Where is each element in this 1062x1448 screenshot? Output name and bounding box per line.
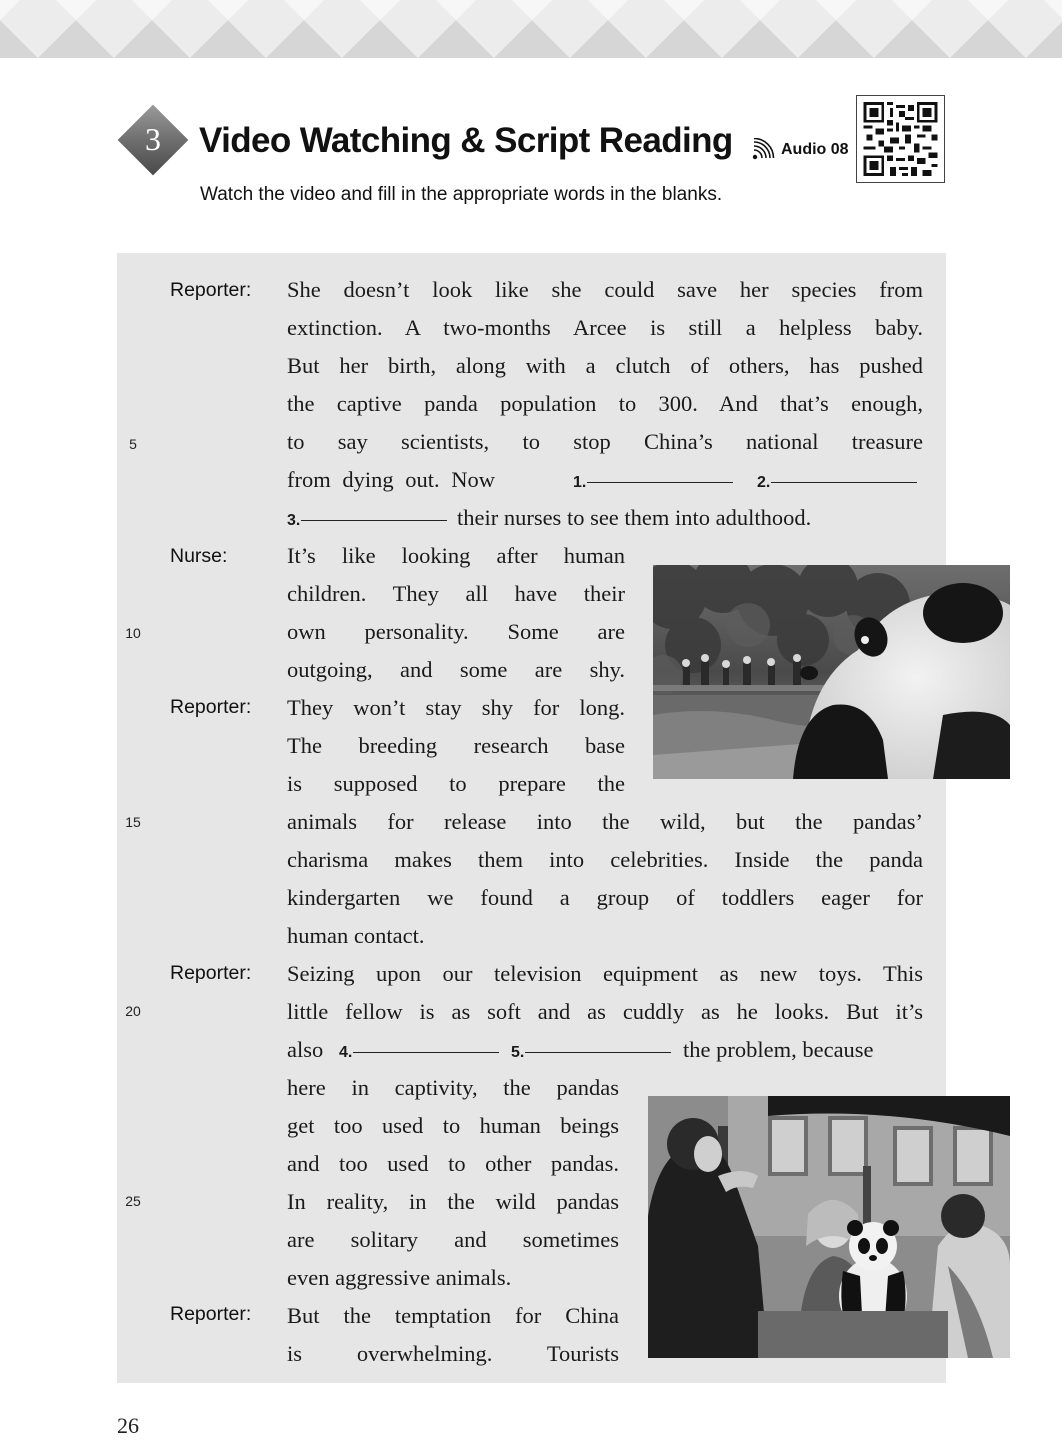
script-line: animals for release into the wild, but the pandas’ [287,809,923,834]
answer-blank-3[interactable]: 3. [287,499,447,540]
panda-closeup-photo [653,565,1010,779]
decorative-header-band [0,0,1062,58]
speaker-label: Reporter: [170,696,252,718]
tourist-panda-photo [648,1096,1010,1358]
script-line: But her birth, along with a clutch of others, has pushed [287,353,923,378]
script-line: the captive panda population to 300. And that’s enough, [287,391,923,416]
script-line: are solitary and sometimes [287,1227,619,1252]
line-number: 5 [129,436,137,452]
script-line: She doesn’t look like she could save her species from [287,277,923,302]
script-line: The breeding research base [287,733,625,758]
script-line: even aggressive animals. [287,1265,512,1290]
script-line: kindergarten we found a group of toddlers eager for [287,885,923,910]
speaker-label: Reporter: [170,1303,252,1325]
script-line: human contact. [287,923,425,948]
exercise-instruction: Watch the video and fill in the appropriate words in the blanks. [200,184,723,205]
script-line: They won’t stay shy for long. [287,695,625,720]
script-line: Seizing upon our television equipment as new toys. This [287,961,923,986]
script-line: charisma makes them into celebrities. Inside the panda [287,847,923,872]
script-line: But the temptation for China [287,1303,619,1328]
script-line: and too used to other pandas. [287,1151,619,1176]
qr-code-icon [863,102,938,176]
script-line: 3. their nurses to see them into adulthood. [287,499,923,537]
section-title: Video Watching & Script Reading [199,121,733,160]
script-line: get too used to human beings [287,1113,619,1138]
script-line: little fellow is as soft and as cuddly as he looks. But it’s [287,999,923,1024]
script-line: outgoing, and some are shy. [287,657,625,682]
section-number: 3 [145,121,161,157]
line-number: 25 [125,1193,141,1209]
section-number-badge [117,104,189,176]
script-line: In reality, in the wild pandas [287,1189,619,1214]
script-line: extinction. A two-months Arcee is still a helpless baby. [287,315,923,340]
answer-blank-5[interactable]: 5. [511,1031,671,1072]
script-line: own personality. Some are [287,619,625,644]
script-line: also 4. 5. the problem, because [287,1031,923,1069]
script-line: from dying out. Now 1. 2. [287,461,923,499]
speaker-label: Reporter: [170,962,252,984]
script-line: here in captivity, the pandas [287,1075,619,1100]
speaker-label: Nurse: [170,545,228,567]
script-line: It’s like looking after human [287,543,625,568]
line-number: 15 [125,814,141,830]
answer-blank-2[interactable]: 2. [757,461,917,502]
audio-wave-icon [751,138,779,162]
script-line: is supposed to prepare the [287,771,625,796]
page-number: 26 [117,1413,139,1438]
script-line: is overwhelming. Tourists [287,1341,619,1366]
answer-blank-1[interactable]: 1. [573,461,733,502]
script-line: children. They all have their [287,581,625,606]
answer-blank-4[interactable]: 4. [339,1031,499,1072]
line-number: 10 [125,625,141,641]
script-line: to say scientists, to stop China’s national treasure [287,429,923,454]
qr-code[interactable] [856,95,945,183]
line-number: 20 [125,1003,141,1019]
speaker-label: Reporter: [170,279,252,301]
